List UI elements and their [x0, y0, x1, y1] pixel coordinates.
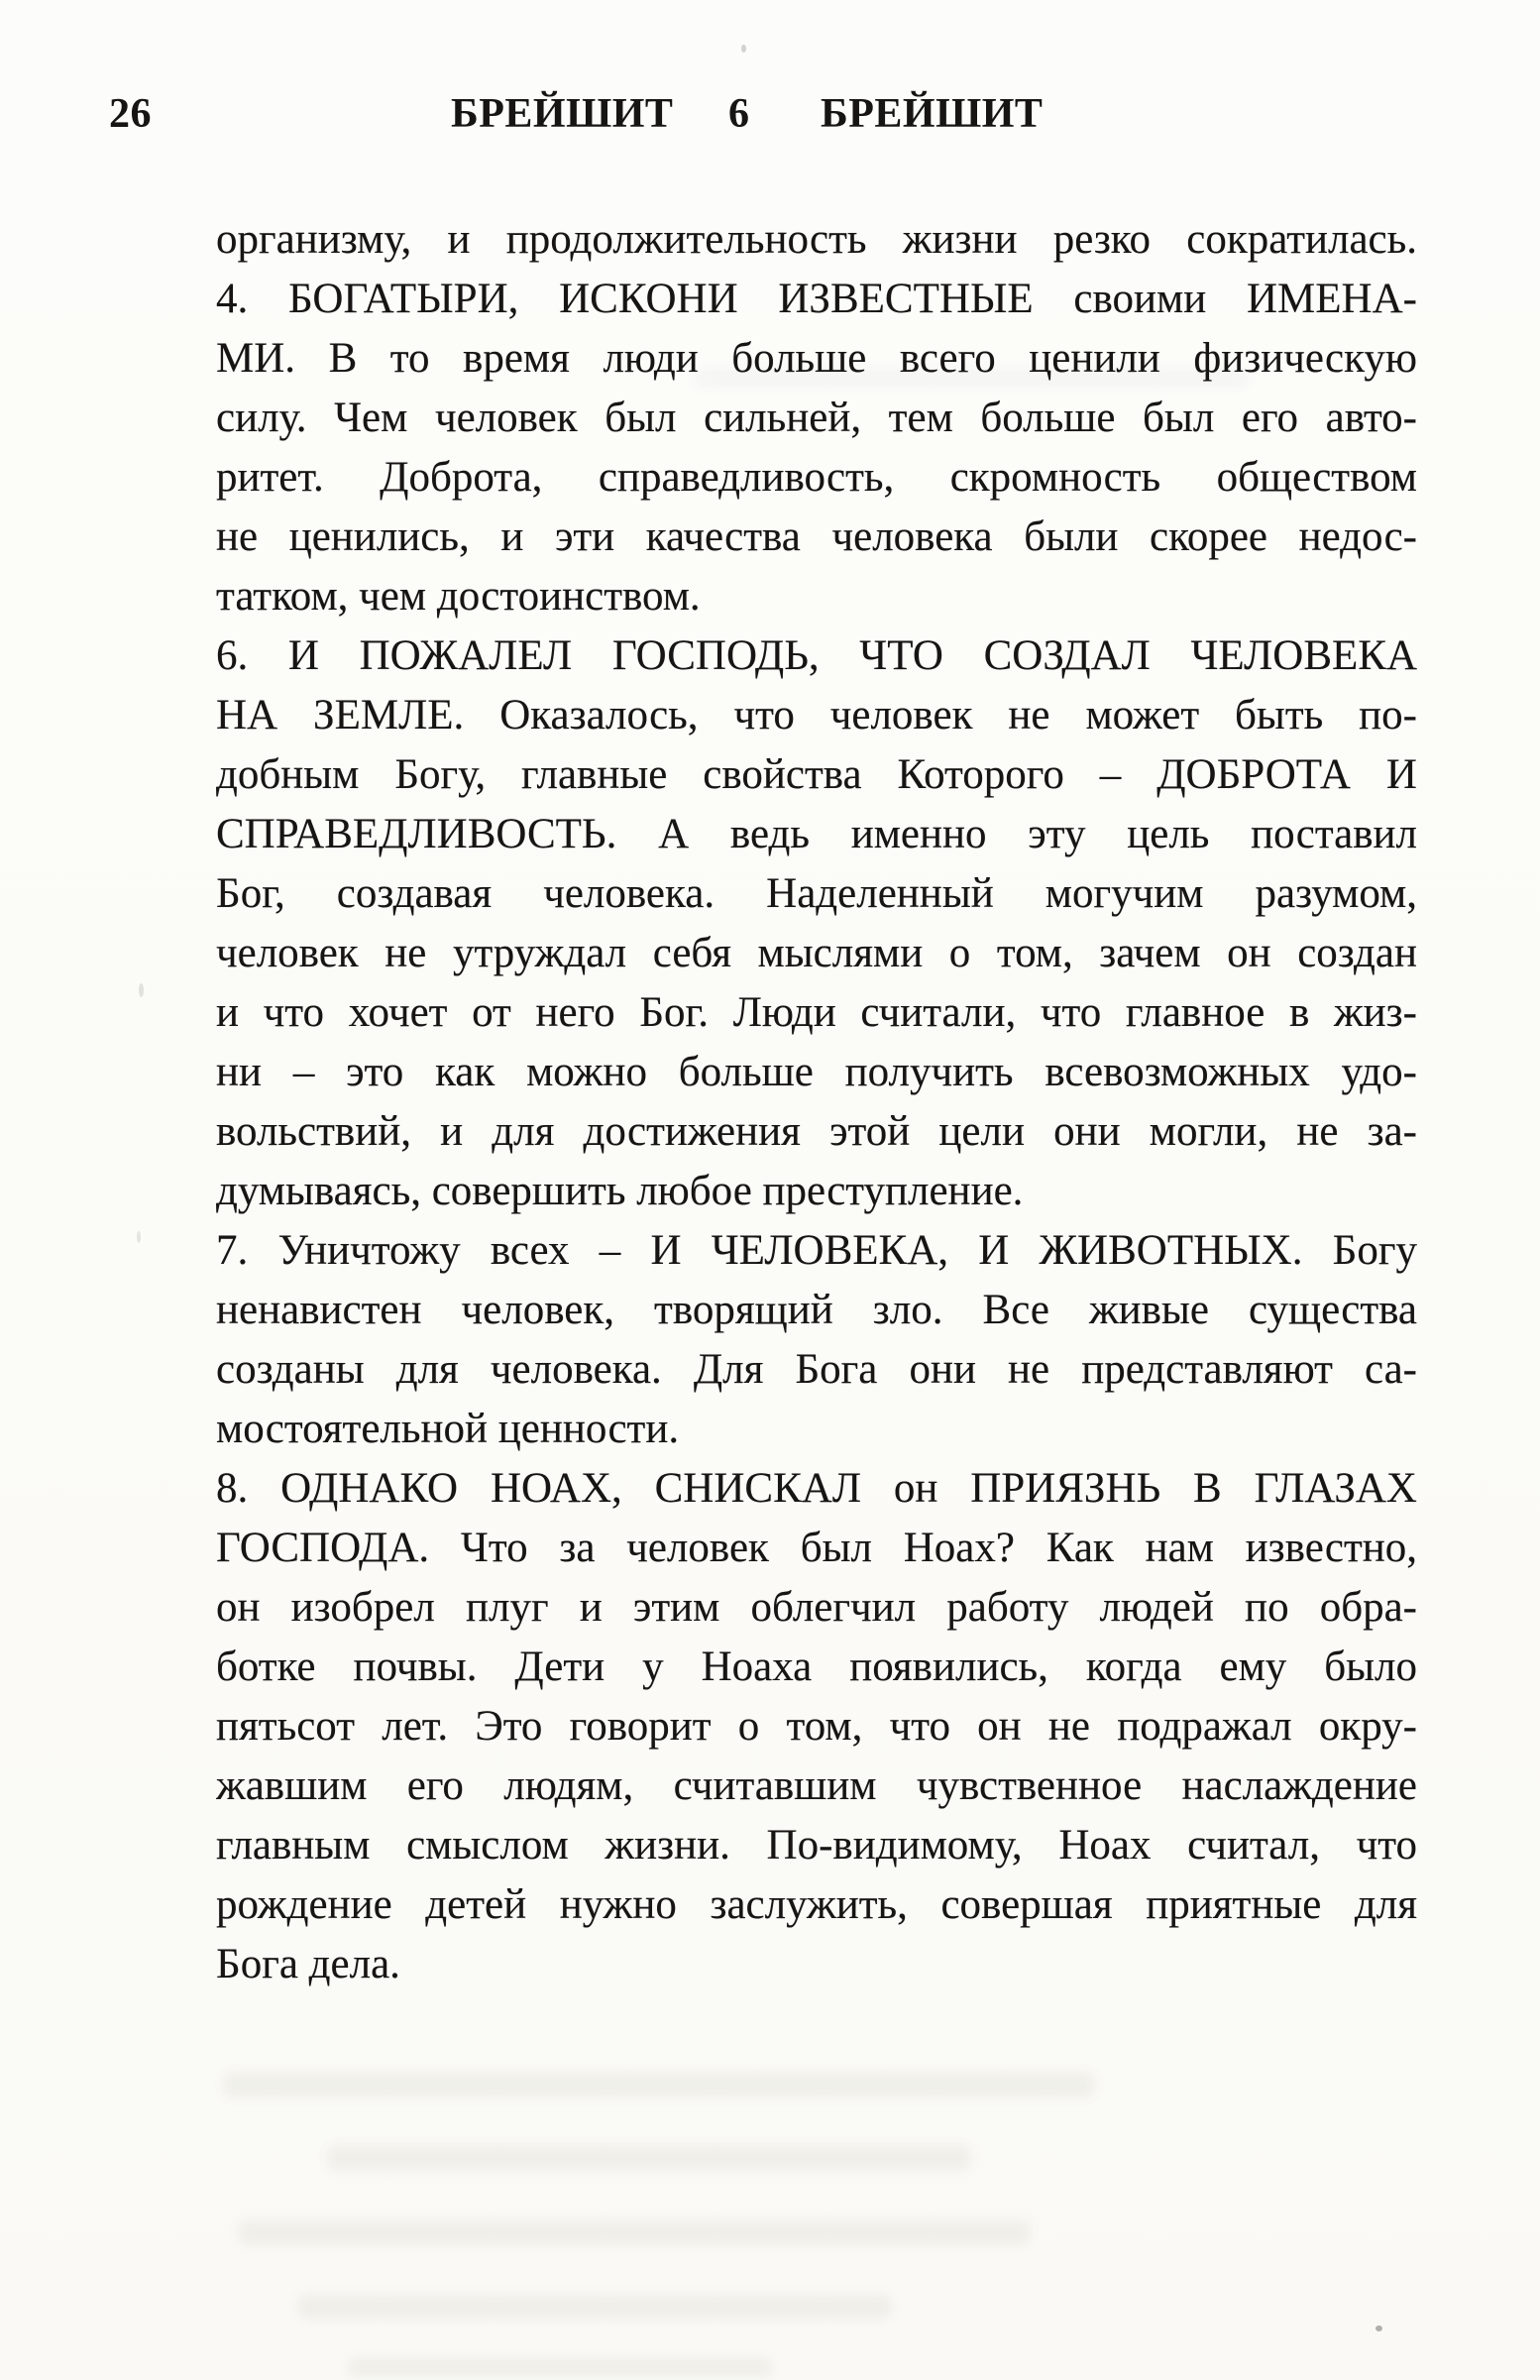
- text-line: ненавистен человек, творящий зло. Все живые существа: [216, 1287, 1417, 1333]
- text-line: силу. Чем человек был сильней, тем больше был его авто-: [216, 395, 1417, 441]
- text-line: и что хочет от него Бог. Люди считали, что главное в жиз-: [216, 989, 1417, 1036]
- text-line: НА ЗЕМЛЕ. Оказалось, что человек не может быть по-: [216, 692, 1417, 738]
- text-line: МИ. В то время люди больше всего ценили физическую: [216, 335, 1417, 382]
- text-line: вольствий, и для достижения этой цели они могли, не за-: [216, 1108, 1417, 1155]
- text-line: человек не утруждал себя мыслями о том, зачем он создан: [216, 930, 1417, 976]
- bleedthrough-artifact: [223, 2072, 1095, 2097]
- text-line: Бог, создавая человека. Наделенный могучим разумом,: [216, 870, 1417, 917]
- bleedthrough-artifact: [694, 369, 1249, 387]
- text-line-paragraph-end: татком, чем достоинством.: [216, 573, 701, 620]
- running-head: [0, 91, 1540, 139]
- scan-speck: [139, 983, 144, 997]
- text-line: 6. И ПОЖАЛЕЛ ГОСПОДЬ, ЧТО СОЗДАЛ ЧЕЛОВЕКА: [216, 632, 1417, 679]
- text-line: организму, и продолжительность жизни резко сократилась.: [216, 216, 1417, 263]
- text-line: созданы для человека. Для Бога они не представляют са-: [216, 1346, 1417, 1393]
- text-line: главным смыслом жизни. По-видимому, Ноах считал, что: [216, 1822, 1417, 1869]
- text-line: не ценились, и эти качества человека были скорее недос-: [216, 513, 1417, 560]
- scan-speck: [137, 1231, 141, 1243]
- text-line: он изобрел плуг и этим облегчил работу людей по обра-: [216, 1584, 1417, 1631]
- running-title-left: БРЕЙШИТ: [451, 91, 674, 137]
- text-line: 7. Уничтожу всех – И ЧЕЛОВЕКА, И ЖИВОТНЫХ. Богу: [216, 1227, 1417, 1274]
- scan-speck: [1375, 2325, 1382, 2331]
- scan-speck: [741, 45, 746, 53]
- text-line: добным Богу, главные свойства Которого – ДОБРОТА И: [216, 751, 1417, 798]
- text-line: жавшим его людям, считавшим чувственное наслаждение: [216, 1762, 1417, 1809]
- text-line: 4. БОГАТЫРИ, ИСКОНИ ИЗВЕСТНЫЕ своими ИМЕНА-: [216, 276, 1417, 322]
- commentary-text-block: [216, 210, 1417, 1994]
- text-line-paragraph-end: Бога дела.: [216, 1941, 400, 1987]
- text-line: ни – это как можно больше получить всевозможных удо-: [216, 1049, 1417, 1095]
- text-line: ритет. Доброта, справедливость, скромность обществом: [216, 454, 1417, 501]
- text-line-paragraph-end: думываясь, совершить любое преступление.: [216, 1168, 1024, 1214]
- text-line-paragraph-end: мостоятельной ценности.: [216, 1406, 680, 1452]
- chapter-number: 6: [728, 91, 750, 137]
- text-line: 8. ОДНАКО НОАХ, СНИСКАЛ он ПРИЯЗНЬ В ГЛАЗАХ: [216, 1465, 1417, 1512]
- page-number: 26: [109, 91, 152, 137]
- text-line: пятьсот лет. Это говорит о том, что он не подражал окру-: [216, 1703, 1417, 1750]
- text-line: ботке почвы. Дети у Ноаха появились, когда ему было: [216, 1643, 1417, 1690]
- text-line: СПРАВЕДЛИВОСТЬ. А ведь именно эту цель поставил: [216, 811, 1417, 857]
- text-line: ГОСПОДА. Что за человек был Ноах? Как нам известно,: [216, 1525, 1417, 1571]
- bleedthrough-artifact: [297, 2294, 892, 2320]
- bleedthrough-artifact: [347, 2357, 773, 2377]
- text-line: рождение детей нужно заслужить, совершая приятные для: [216, 1881, 1417, 1928]
- running-title-right: БРЕЙШИТ: [821, 91, 1044, 137]
- bleedthrough-artifact: [238, 2220, 1031, 2246]
- bleedthrough-artifact: [327, 2145, 971, 2171]
